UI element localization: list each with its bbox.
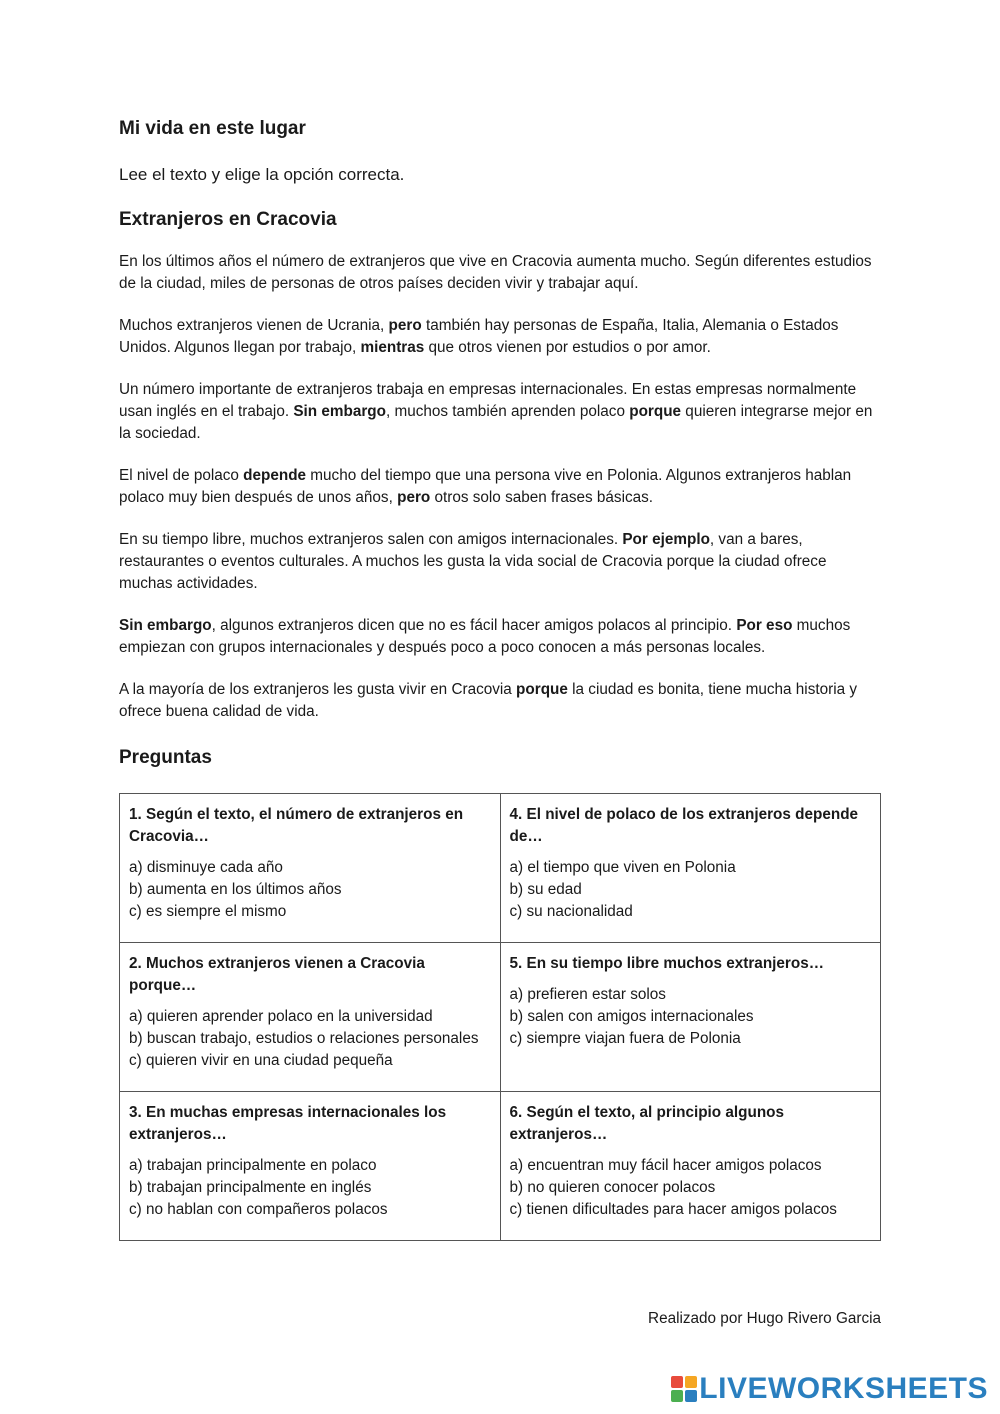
question-text: 2. Muchos extranjeros vienen a Cracovia porque… [129, 955, 425, 994]
question-row [120, 943, 881, 1092]
answer-option[interactable]: a) disminuye cada año [129, 859, 283, 876]
question-row [120, 1092, 881, 1241]
paragraph-text: Un número importante de extranjeros trabaja en empresas internacionales. En estas empresas normalmente usan inglés en el trabajo. [119, 381, 857, 420]
liveworksheets-brand[interactable] [671, 1372, 988, 1406]
question-text: 1. Según el texto, el número de extranjeros en Cracovia… [129, 806, 464, 845]
question-cell [500, 943, 881, 1092]
answer-option[interactable]: a) encuentran muy fácil hacer amigos polacos [509, 1157, 822, 1174]
article-paragraph [119, 251, 881, 295]
article-paragraph [119, 465, 881, 509]
paragraph-text: El nivel de polaco [119, 467, 244, 484]
question-cell [120, 794, 501, 943]
instructions: Lee el texto y elige la opción correcta. [119, 165, 405, 184]
worksheet-page [119, 118, 881, 1241]
connector-word: Por ejemplo [622, 531, 710, 548]
answer-option[interactable]: c) su nacionalidad [509, 903, 633, 920]
answer-option[interactable]: b) trabajan principalmente en inglés [129, 1179, 372, 1196]
paragraph-text: quieren integrarse mejor en la sociedad. [119, 403, 873, 442]
paragraph-text: , algunos extranjeros dicen que no es fácil hacer amigos polacos al principio. [211, 617, 737, 634]
connector-word: Por eso [736, 617, 793, 634]
question-text: 3. En muchas empresas internacionales los extranjeros… [129, 1104, 447, 1143]
connector-word: porque [516, 681, 568, 698]
answer-option[interactable]: c) siempre viajan fuera de Polonia [509, 1030, 741, 1047]
connector-word: Sin embargo [119, 617, 212, 634]
answer-option[interactable]: b) aumenta en los últimos años [129, 881, 342, 898]
article-paragraph [119, 615, 881, 659]
paragraph-text: , van a bares, restaurantes o eventos culturales. A muchos les gusta la vida social de Cracovia porque la ciudad ofrece muchas actividades. [119, 531, 827, 592]
answer-option[interactable]: a) el tiempo que viven en Polonia [509, 859, 736, 876]
questions-heading: Preguntas [119, 747, 212, 768]
question-cell [500, 794, 881, 943]
paragraph-text: A la mayoría de los extranjeros les gusta vivir en Cracovia [119, 681, 517, 698]
page-title: Mi vida en este lugar [119, 118, 306, 139]
answer-option[interactable]: b) buscan trabajo, estudios o relaciones personales [129, 1030, 479, 1047]
connector-word: porque [629, 403, 682, 420]
paragraph-text: En su tiempo libre, muchos extranjeros salen con amigos internacionales. [119, 531, 623, 548]
paragraph-text: En los últimos años el número de extranjeros que vive en Cracovia aumenta mucho. Según diferentes estudios de la ciudad, miles de personas de otros países deciden vivir y trabajar aquí. [119, 253, 872, 292]
paragraph-text: también hay personas de España, Italia, Alemania o Estados Unidos. Algunos llegan por trabajo, [119, 317, 839, 356]
question-cell [120, 1092, 501, 1241]
answer-option[interactable]: b) salen con amigos internacionales [509, 1008, 754, 1025]
paragraph-text: muchos empiezan con grupos internacionales y después poco a poco conocen a más personas locales. [119, 617, 851, 656]
connector-word: Sin embargo [293, 403, 386, 420]
logo-tile [671, 1390, 683, 1402]
connector-word: mientras [360, 339, 425, 356]
article-body [119, 251, 881, 723]
connector-word: pero [388, 317, 422, 334]
article-paragraph [119, 379, 881, 445]
article-title: Extranjeros en Cracovia [119, 209, 337, 230]
paragraph-text: Muchos extranjeros vienen de Ucrania, [119, 317, 389, 334]
answer-option[interactable]: b) no quieren conocer polacos [509, 1179, 716, 1196]
article-paragraph [119, 679, 881, 723]
answer-option[interactable]: c) es siempre el mismo [129, 903, 287, 920]
answer-option[interactable]: c) no hablan con compañeros polacos [129, 1201, 388, 1218]
paragraph-text: , muchos también aprenden polaco [386, 403, 630, 420]
connector-word: pero [397, 489, 431, 506]
question-text: 5. En su tiempo libre muchos extranjeros… [509, 955, 825, 972]
question-row [120, 794, 881, 943]
logo-tile [685, 1376, 697, 1388]
paragraph-text: otros solo saben frases básicas. [430, 489, 654, 506]
question-text: 4. El nivel de polaco de los extranjeros depende de… [509, 806, 859, 845]
answer-option[interactable]: a) prefieren estar solos [509, 986, 666, 1003]
paragraph-text: que otros vienen por estudios o por amor. [424, 339, 711, 356]
answer-option[interactable]: c) quieren vivir en una ciudad pequeña [129, 1052, 393, 1069]
question-cell [500, 1092, 881, 1241]
brand-name: LIVEWORKSHEETS [699, 1372, 988, 1405]
answer-option[interactable]: b) su edad [509, 881, 582, 898]
question-text: 6. Según el texto, al principio algunos extranjeros… [509, 1104, 785, 1143]
answer-option[interactable]: a) quieren aprender polaco en la universidad [129, 1008, 433, 1025]
article-paragraph [119, 529, 881, 595]
logo-tile [685, 1390, 697, 1402]
paragraph-text: mucho del tiempo que una persona vive en Polonia. Algunos extranjeros hablan polaco muy bien después de unos años, [119, 467, 852, 506]
question-cell [120, 943, 501, 1092]
logo-tile [671, 1376, 683, 1388]
questions-table [119, 793, 881, 1241]
answer-option[interactable]: a) trabajan principalmente en polaco [129, 1157, 377, 1174]
author-credit: Realizado por Hugo Rivero Garcia [648, 1310, 881, 1327]
article-paragraph [119, 315, 881, 359]
answer-option[interactable]: c) tienen dificultades para hacer amigos polacos [509, 1201, 837, 1218]
connector-word: depende [243, 467, 307, 484]
paragraph-text: la ciudad es bonita, tiene mucha historia y ofrece buena calidad de vida. [119, 681, 858, 720]
liveworksheets-logo-icon [671, 1376, 697, 1402]
